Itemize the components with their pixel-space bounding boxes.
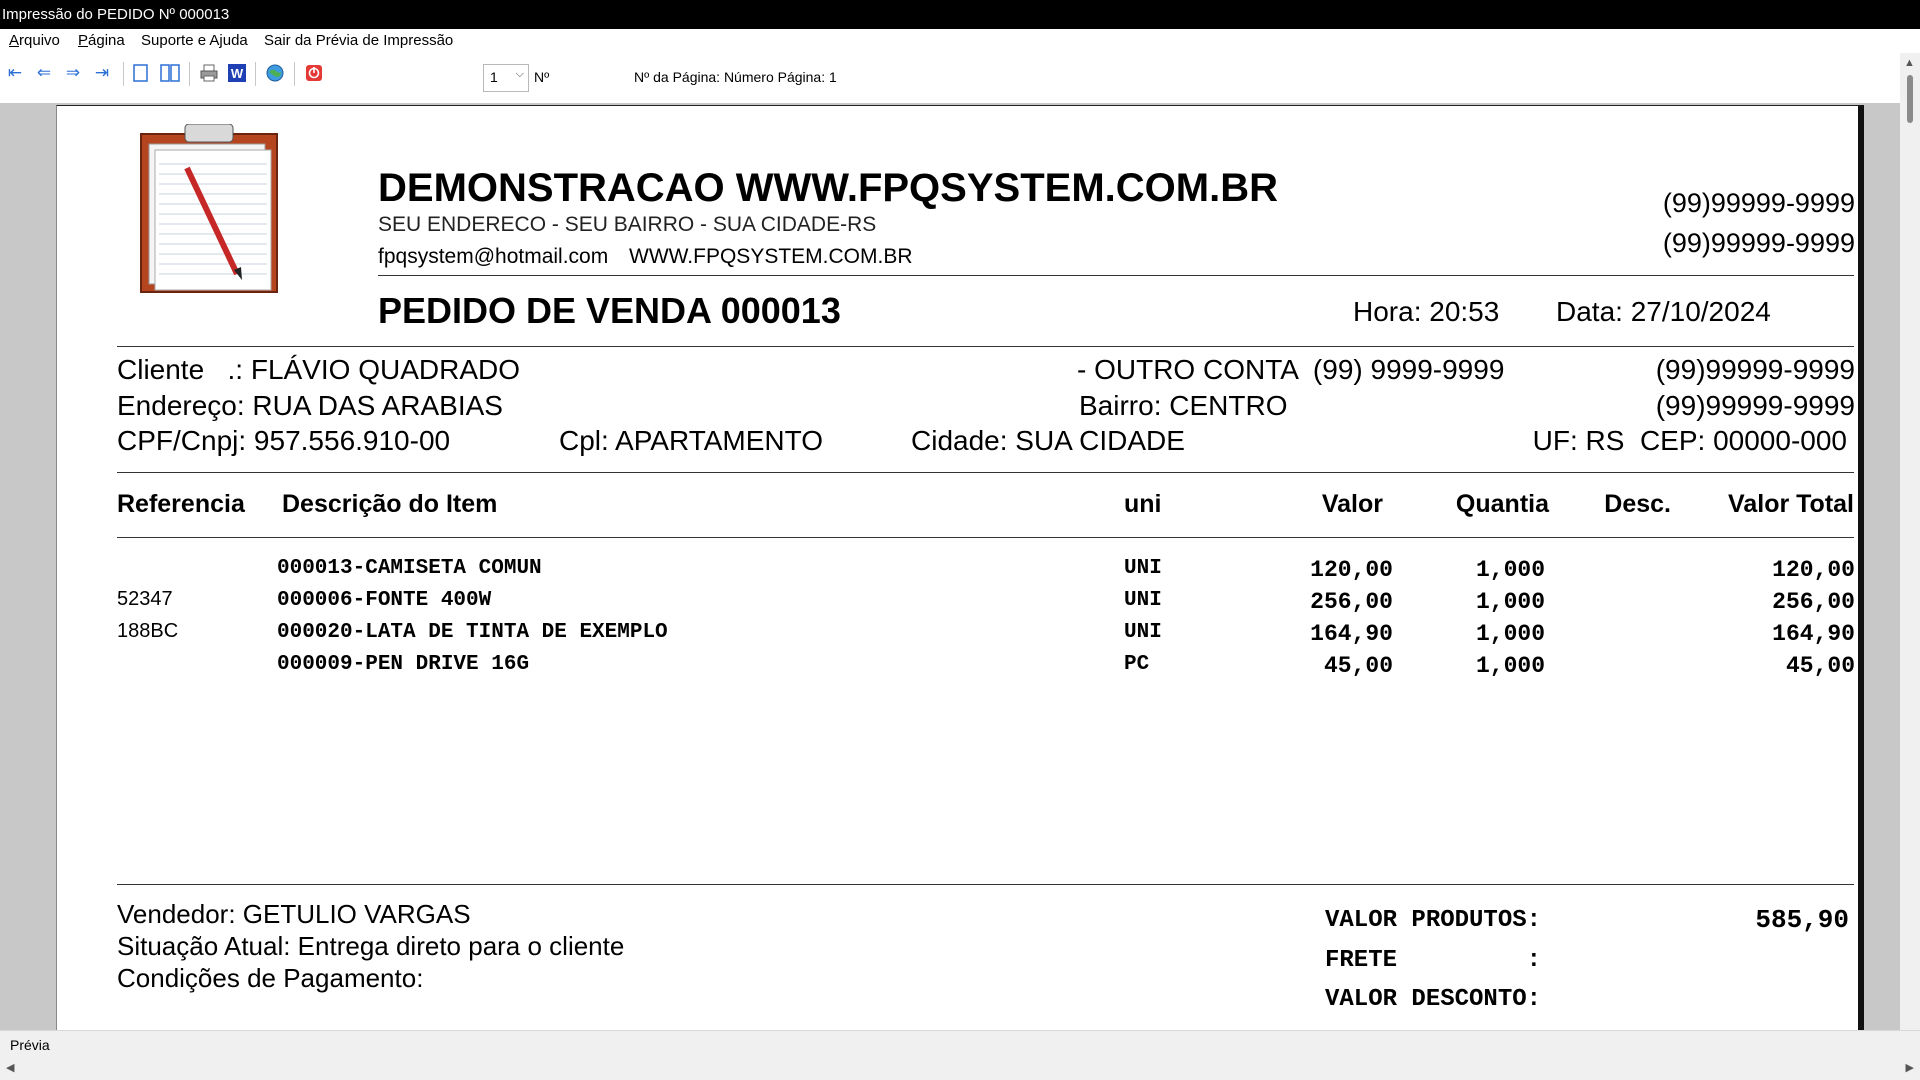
two-pages-icon[interactable] (159, 62, 181, 84)
client-name: Cliente .: FLÁVIO QUADRADO (117, 354, 520, 385)
svg-text:W: W (230, 66, 244, 81)
valor-produtos: 585,90 (1755, 905, 1849, 935)
row-ref: 52347 (117, 588, 173, 610)
status-bar (0, 1030, 1920, 1058)
order-time: Hora: 20:53 (1353, 296, 1500, 327)
company-phone-2: (99)99999-9999 (1662, 228, 1855, 258)
client-complement: Cpl: APARTAMENTO (559, 425, 823, 456)
row-quantity: 1,000 (1475, 653, 1545, 679)
row-valor: 164,90 (1310, 621, 1393, 647)
client-other-contact: - OUTRO CONTA (99) 9999-9999 (1077, 354, 1505, 385)
divider (117, 884, 1854, 885)
scrollbar-thumb[interactable] (1907, 75, 1913, 123)
row-total: 120,00 (1772, 557, 1855, 583)
printer-icon[interactable] (198, 62, 220, 84)
client-bairro: Bairro: CENTRO (1079, 390, 1288, 421)
row-valor: 45,00 (1323, 653, 1393, 679)
report-page (56, 105, 1864, 1030)
status-text: Prévia (10, 1037, 50, 1053)
client-uf-cep: UF: RS CEP: 00000-000 (1532, 425, 1847, 456)
row-description: 000020-LATA DE TINTA DE EXEMPLO (277, 621, 668, 644)
scroll-up-icon[interactable]: ▲ (1904, 57, 1915, 69)
frete-label: FRETE : (1325, 947, 1542, 974)
menu-pagina[interactable]: Página (78, 32, 125, 49)
client-phone-1: (99)99999-9999 (1655, 354, 1855, 385)
client-phone-2: (99)99999-9999 (1655, 390, 1855, 421)
row-description: 000013-CAMISETA COMUN (277, 557, 542, 580)
row-quantity: 1,000 (1475, 621, 1545, 647)
divider (117, 346, 1854, 347)
order-status: Situação Atual: Entrega direto para o cliente (117, 931, 625, 961)
prev-page-icon[interactable]: ⇐ (36, 63, 52, 82)
payment-conditions: Condições de Pagamento: (117, 963, 424, 993)
single-page-icon[interactable] (130, 62, 152, 84)
client-address: Endereço: RUA DAS ARABIAS (117, 390, 503, 421)
valor-desconto-label: VALOR DESCONTO: (1325, 986, 1542, 1013)
header-referencia: Referencia (117, 490, 245, 518)
page-number-suffix: Nº (534, 69, 550, 85)
company-name: DEMONSTRACAO WWW.FPQSYSTEM.COM.BR (378, 166, 1278, 210)
divider (117, 472, 1854, 473)
print-preview-area[interactable] (0, 103, 1900, 1030)
row-unit: UNI (1124, 557, 1162, 580)
row-quantity: 1,000 (1475, 557, 1545, 583)
last-page-icon[interactable]: ⇥ (94, 63, 110, 82)
page-number-select[interactable] (483, 64, 529, 92)
menu-suporte-ajuda[interactable]: Suporte e Ajuda (141, 32, 248, 49)
chevron-down-icon: ⌵ (515, 68, 524, 80)
row-unit: UNI (1124, 589, 1162, 612)
toolbar-separator (255, 62, 256, 86)
menu-sair-previa[interactable]: Sair da Prévia de Impressão (264, 32, 454, 49)
header-uni: uni (1124, 490, 1162, 518)
window-title-bar (0, 0, 1920, 29)
row-total: 164,90 (1772, 621, 1855, 647)
window-title: Impressão do PEDIDO Nº 000013 (2, 6, 230, 23)
row-quantity: 1,000 (1475, 589, 1545, 615)
row-description: 000009-PEN DRIVE 16G (277, 653, 530, 676)
web-export-icon[interactable] (264, 62, 286, 84)
page-info: Nº da Página: Número Página: 1 (634, 69, 837, 85)
toolbar (0, 53, 1920, 104)
row-unit: PC (1124, 653, 1150, 676)
divider (117, 537, 1854, 538)
client-cpf: CPF/Cnpj: 957.556.910-00 (117, 425, 451, 456)
seller: Vendedor: GETULIO VARGAS (117, 899, 471, 929)
order-title: PEDIDO DE VENDA 000013 (378, 290, 841, 331)
company-site: WWW.FPQSYSTEM.COM.BR (629, 245, 913, 268)
valor-produtos-label: VALOR PRODUTOS: (1325, 907, 1542, 934)
scroll-right-icon[interactable]: ▶ (1905, 1062, 1914, 1074)
company-phone-1: (99)99999-9999 (1662, 188, 1855, 218)
row-valor: 120,00 (1310, 557, 1393, 583)
menu-arquivo[interactable]: Arquivo (9, 32, 60, 49)
scroll-left-icon[interactable]: ◀ (6, 1062, 15, 1074)
first-page-icon[interactable]: ⇤ (7, 63, 23, 82)
divider (378, 275, 1854, 276)
row-valor: 256,00 (1310, 589, 1393, 615)
header-descricao: Descrição do Item (282, 490, 498, 518)
header-valor-total: Valor Total (1728, 490, 1854, 518)
horizontal-scrollbar[interactable] (0, 1057, 1920, 1080)
client-city: Cidade: SUA CIDADE (911, 425, 1185, 456)
row-total: 256,00 (1772, 589, 1855, 615)
next-page-icon[interactable]: ⇒ (65, 63, 81, 82)
order-date: Data: 27/10/2024 (1556, 296, 1771, 327)
toolbar-separator (294, 62, 295, 86)
word-export-icon[interactable] (226, 62, 248, 84)
header-desconto: Desc. (1604, 490, 1671, 518)
row-ref: 188BC (117, 620, 179, 642)
menu-bar (0, 29, 1920, 53)
company-address: SEU ENDERECO - SEU BAIRRO - SUA CIDADE-RS (378, 213, 877, 236)
header-valor: Valor (1321, 490, 1383, 518)
row-total: 45,00 (1785, 653, 1855, 679)
close-preview-icon[interactable] (303, 62, 325, 84)
page-number-value: 1 (490, 69, 498, 85)
header-quantia: Quantia (1455, 490, 1549, 518)
clipboard-logo-icon (139, 124, 279, 294)
row-description: 000006-FONTE 400W (277, 589, 492, 612)
toolbar-separator (189, 62, 190, 86)
toolbar-separator (123, 62, 124, 86)
company-email: fpqsystem@hotmail.com (378, 245, 609, 268)
row-unit: UNI (1124, 621, 1162, 644)
vertical-scrollbar[interactable] (1900, 53, 1920, 1057)
